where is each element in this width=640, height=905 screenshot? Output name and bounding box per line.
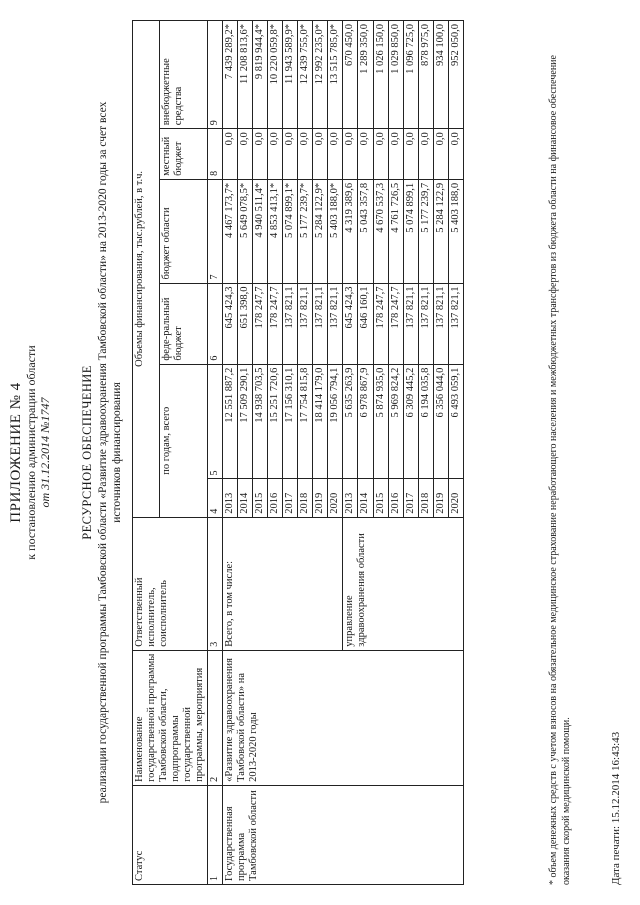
year-cell: 2019 bbox=[313, 479, 328, 517]
column-number: 6 bbox=[208, 283, 223, 364]
offbudget-value-cell: 1 026 150,0 bbox=[373, 21, 388, 129]
year-cell: 2020 bbox=[328, 479, 343, 517]
total-value-cell: 5 635 263,9 bbox=[343, 364, 358, 479]
regional-value-cell: 4 940 511,4* bbox=[253, 179, 268, 283]
offbudget-value-cell: 9 819 944,4* bbox=[253, 21, 268, 129]
regional-value-cell: 5 074 899,1 bbox=[403, 179, 418, 283]
column-number: 3 bbox=[208, 517, 223, 650]
total-value-cell: 5 874 935,0 bbox=[373, 364, 388, 479]
year-cell: 2014 bbox=[358, 479, 373, 517]
offbudget-value-cell: 1 096 725,0 bbox=[403, 21, 418, 129]
offbudget-value-cell: 11 208 813,6* bbox=[237, 21, 252, 129]
local-value-cell: 0,0 bbox=[433, 129, 448, 180]
column-number-row bbox=[208, 21, 223, 885]
total-value-cell: 17 156 310,1 bbox=[283, 364, 298, 479]
year-cell: 2018 bbox=[298, 479, 313, 517]
year-cell: 2015 bbox=[253, 479, 268, 517]
offbudget-value-cell: 13 515 785,0* bbox=[328, 21, 343, 129]
year-cell: 2016 bbox=[388, 479, 403, 517]
appendix-title: ПРИЛОЖЕНИЕ № 4 bbox=[8, 382, 24, 523]
header-local: местный бюджет bbox=[159, 129, 207, 180]
federal-value-cell: 645 424,3 bbox=[222, 283, 237, 364]
regional-value-cell: 5 177 239,7* bbox=[298, 179, 313, 283]
federal-value-cell: 646 160,1 bbox=[358, 283, 373, 364]
federal-value-cell: 137 821,1 bbox=[313, 283, 328, 364]
column-number: 4 bbox=[208, 479, 223, 517]
offbudget-value-cell: 878 975,0 bbox=[418, 21, 433, 129]
column-number: 8 bbox=[208, 129, 223, 180]
regional-value-cell: 5 649 078,5* bbox=[237, 179, 252, 283]
local-value-cell: 0,0 bbox=[328, 129, 343, 180]
table-row bbox=[222, 21, 237, 885]
offbudget-value-cell: 11 943 589,9* bbox=[283, 21, 298, 129]
total-value-cell: 6 493 059,1 bbox=[448, 364, 463, 479]
offbudget-value-cell: 1 029 850,0 bbox=[388, 21, 403, 129]
header-offbudget: внебюджетные средства bbox=[159, 21, 207, 129]
total-value-cell: 5 969 824,2 bbox=[388, 364, 403, 479]
appendix-reference: к постановлению администрации области bbox=[24, 345, 39, 560]
year-cell: 2017 bbox=[403, 479, 418, 517]
local-value-cell: 0,0 bbox=[418, 129, 433, 180]
federal-value-cell: 137 821,1 bbox=[418, 283, 433, 364]
regional-value-cell: 4 761 726,5 bbox=[388, 179, 403, 283]
local-value-cell: 0,0 bbox=[237, 129, 252, 180]
column-number: 2 bbox=[208, 650, 223, 785]
year-cell: 2013 bbox=[222, 479, 237, 517]
year-cell: 2020 bbox=[448, 479, 463, 517]
total-value-cell: 12 551 887,2 bbox=[222, 364, 237, 479]
federal-value-cell: 178 247,7 bbox=[268, 283, 283, 364]
local-value-cell: 0,0 bbox=[298, 129, 313, 180]
federal-value-cell: 137 821,1 bbox=[298, 283, 313, 364]
total-value-cell: 15 251 720,6 bbox=[268, 364, 283, 479]
local-value-cell: 0,0 bbox=[403, 129, 418, 180]
regional-value-cell: 5 074 899,1* bbox=[283, 179, 298, 283]
regional-value-cell: 5 403 188,0* bbox=[328, 179, 343, 283]
document-title: РЕСУРСНОЕ ОБЕСПЕЧЕНИЕ bbox=[80, 365, 94, 540]
column-number: 5 bbox=[208, 364, 223, 479]
local-value-cell: 0,0 bbox=[222, 129, 237, 180]
header-status: Статус bbox=[133, 785, 208, 884]
year-cell: 2017 bbox=[283, 479, 298, 517]
regional-value-cell: 4 853 413,1* bbox=[268, 179, 283, 283]
total-value-cell: 6 356 044,0 bbox=[433, 364, 448, 479]
local-value-cell: 0,0 bbox=[358, 129, 373, 180]
offbudget-value-cell: 12 992 235,0* bbox=[313, 21, 328, 129]
regional-value-cell: 5 043 357,8 bbox=[358, 179, 373, 283]
program-name-cell: «Развитие здравоохранения Тамбовской области» на 2013-2020 годы bbox=[222, 650, 463, 785]
regional-value-cell: 5 403 188,0 bbox=[448, 179, 463, 283]
local-value-cell: 0,0 bbox=[343, 129, 358, 180]
year-cell: 2016 bbox=[268, 479, 283, 517]
header-program-name: Наименование государственной программы Тамбовской области, подпрограммы государственной программы, мероприятия bbox=[133, 650, 208, 785]
federal-value-cell: 137 821,1 bbox=[433, 283, 448, 364]
offbudget-value-cell: 934 100,0 bbox=[433, 21, 448, 129]
total-value-cell: 6 978 867,9 bbox=[358, 364, 373, 479]
funding-table bbox=[132, 20, 464, 885]
total-value-cell: 6 194 035,8 bbox=[418, 364, 433, 479]
federal-value-cell: 137 821,1 bbox=[448, 283, 463, 364]
local-value-cell: 0,0 bbox=[448, 129, 463, 180]
offbudget-value-cell: 952 050,0 bbox=[448, 21, 463, 129]
funding-table-body bbox=[222, 21, 463, 885]
offbudget-value-cell: 7 439 289,2* bbox=[222, 21, 237, 129]
header-regional: бюджет области bbox=[159, 179, 207, 283]
regional-value-cell: 4 670 537,3 bbox=[373, 179, 388, 283]
regional-value-cell: 4 319 389,6 bbox=[343, 179, 358, 283]
column-number: 9 bbox=[208, 21, 223, 129]
local-value-cell: 0,0 bbox=[388, 129, 403, 180]
header-federal: феде-ральный бюджет bbox=[159, 283, 207, 364]
federal-value-cell: 137 821,1 bbox=[283, 283, 298, 364]
federal-value-cell: 645 424,3 bbox=[343, 283, 358, 364]
regional-value-cell: 5 284 122,9* bbox=[313, 179, 328, 283]
header-executor: Ответственный исполнитель, соисполнитель bbox=[133, 517, 208, 650]
regional-value-cell: 4 467 173,7* bbox=[222, 179, 237, 283]
appendix-date: от 31.12.2014 №1747 bbox=[38, 397, 53, 508]
header-by-years: по годам, всего bbox=[159, 364, 207, 517]
print-date: Дата печати: 15.12.2014 16:43:43 bbox=[610, 731, 622, 885]
executor-cell: управление здравоохранения области bbox=[343, 517, 464, 650]
total-value-cell: 6 309 445,2 bbox=[403, 364, 418, 479]
appendix-header bbox=[8, 0, 53, 905]
year-cell: 2014 bbox=[237, 479, 252, 517]
total-value-cell: 19 056 794,1 bbox=[328, 364, 343, 479]
federal-value-cell: 178 247,7 bbox=[253, 283, 268, 364]
year-cell: 2015 bbox=[373, 479, 388, 517]
total-value-cell: 17 754 815,8 bbox=[298, 364, 313, 479]
federal-value-cell: 178 247,7 bbox=[388, 283, 403, 364]
offbudget-value-cell: 670 450,0 bbox=[343, 21, 358, 129]
local-value-cell: 0,0 bbox=[253, 129, 268, 180]
year-cell: 2019 bbox=[433, 479, 448, 517]
offbudget-value-cell: 12 439 755,0* bbox=[298, 21, 313, 129]
local-value-cell: 0,0 bbox=[313, 129, 328, 180]
document-heading bbox=[80, 0, 124, 905]
offbudget-value-cell: 1 289 350,0 bbox=[358, 21, 373, 129]
column-number: 7 bbox=[208, 179, 223, 283]
total-value-cell: 14 938 703,5 bbox=[253, 364, 268, 479]
column-number: 1 bbox=[208, 785, 223, 884]
local-value-cell: 0,0 bbox=[268, 129, 283, 180]
total-value-cell: 18 414 179,0 bbox=[313, 364, 328, 479]
federal-value-cell: 137 821,1 bbox=[328, 283, 343, 364]
offbudget-value-cell: 10 220 059,8* bbox=[268, 21, 283, 129]
total-value-cell: 17 509 290,1 bbox=[237, 364, 252, 479]
year-cell: 2018 bbox=[418, 479, 433, 517]
document-subtitle-line2: источников финансирования bbox=[111, 382, 123, 523]
local-value-cell: 0,0 bbox=[373, 129, 388, 180]
status-cell: Государственная программа Тамбовской области bbox=[222, 785, 463, 884]
document-subtitle-line1: реализации государственной программы Тамбовской области «Развитие здравоохранения Тамбовской области» на 2013-2020 годы за счет всех bbox=[96, 101, 109, 804]
regional-value-cell: 5 284 122,9 bbox=[433, 179, 448, 283]
header-funding: Объемы финансирования, тыс.рублей, в т.ч. bbox=[133, 21, 160, 518]
year-cell: 2013 bbox=[343, 479, 358, 517]
federal-value-cell: 137 821,1 bbox=[403, 283, 418, 364]
footnote: * объем денежных средств с учетом взносов на обязательное медицинское страхование неработающего населения и межбюджетных трансфертов из бюджета области на финансовое обеспечение оказания скорой медицинской помощи. bbox=[548, 55, 572, 885]
local-value-cell: 0,0 bbox=[283, 129, 298, 180]
executor-cell: Всего, в том числе: bbox=[222, 517, 343, 650]
federal-value-cell: 651 398,0 bbox=[237, 283, 252, 364]
regional-value-cell: 5 177 239,7 bbox=[418, 179, 433, 283]
federal-value-cell: 178 247,7 bbox=[373, 283, 388, 364]
